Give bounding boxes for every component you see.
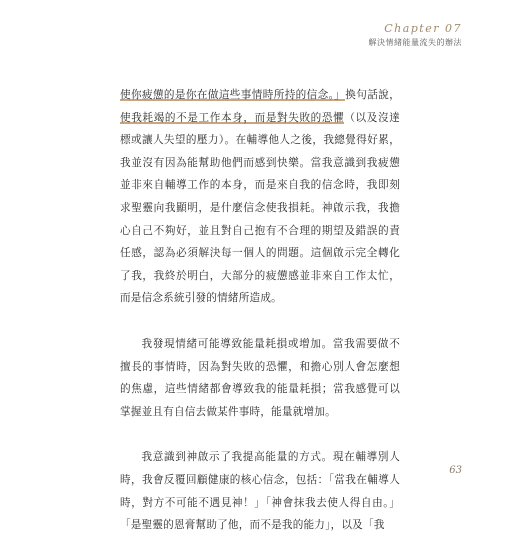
chapter-title: 解決情緒能量流失的辦法	[368, 38, 462, 47]
highlighted-phrase: 使我耗竭的不是工作本身，而是對失敗的恐懼	[120, 111, 345, 124]
body-text	[120, 84, 400, 537]
paragraph-3	[120, 446, 400, 536]
paragraph-text: 換句話說，	[345, 89, 400, 101]
paragraph-1	[120, 84, 400, 310]
chapter-label: Chapter 07	[384, 22, 462, 35]
highlighted-phrase: 使你疲憊的是你在做這些事情時所持的信念。」	[120, 89, 346, 101]
running-header	[369, 22, 463, 49]
paragraph-2	[120, 333, 400, 423]
paragraph-text: 我發現情緒可能導致能量耗損或增加。當我需要做不擅長的事情時，因為對失敗的恐懼，和擔心別人會怎麼想的焦慮，這些情緒都會導致我的能量耗損；當我感覺可以掌握並且有自信去做某件事時，能量就增加。	[120, 337, 400, 418]
paragraph-text: （以及沒達標或讓人失望的壓力）。在輔導他人之後，我總覺得好累，我並沒有因為能幫助他們而感到快樂。當我意識到我疲憊並非來自輔導工作的本身，而是來自我的信念時，我即刻求聖靈向我顯明，是什麼信念使我損耗。神啟示我，我擔心自己不夠好，並且對自己抱有不合理的期望及錯誤的責任感，認為必須解決每一個人的問題。這個啟示完全轉化了我，我終於明白，大部分的疲憊感並非來自工作太忙，而是信念系統引發的情緒所造成。	[120, 111, 401, 305]
page-number: 63	[449, 465, 462, 476]
paragraph-text: 我意識到神啟示了我提高能量的方式。現在輔導別人時，我會反覆回顧健康的核心信念，包括：「當我在輔導人時，對方不可能不遇見神！」「神會抹我去使人得自由。」「是聖靈的恩膏幫助了他，而不是我的能力」，以及「我	[120, 451, 400, 532]
